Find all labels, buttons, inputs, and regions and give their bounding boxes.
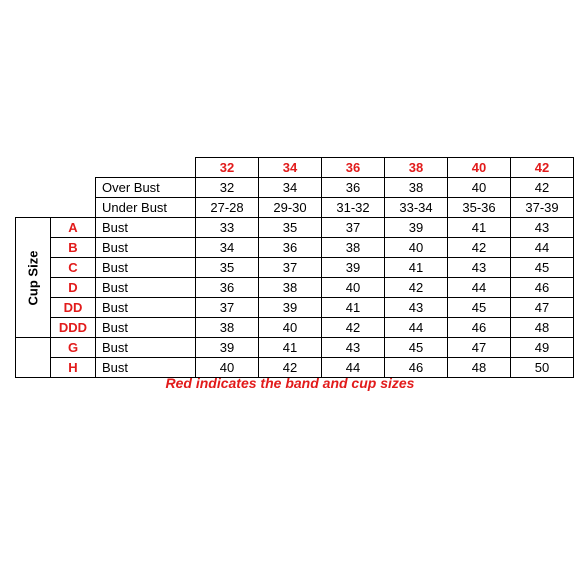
bust-label: Bust	[96, 338, 196, 358]
bust-value: 48	[448, 358, 511, 378]
bust-value: 39	[385, 218, 448, 238]
bust-value: 42	[259, 358, 322, 378]
bust-value: 41	[259, 338, 322, 358]
measurement-value: 42	[511, 178, 574, 198]
band-size-header: 38	[385, 158, 448, 178]
bust-value: 46	[385, 358, 448, 378]
cup-row	[16, 218, 574, 238]
cup-size-label: A	[51, 218, 96, 238]
bust-value: 35	[196, 258, 259, 278]
bust-label: Bust	[96, 358, 196, 378]
measurement-label: Under Bust	[96, 198, 196, 218]
measurement-value: 37-39	[511, 198, 574, 218]
measurement-value: 35-36	[448, 198, 511, 218]
bust-value: 43	[385, 298, 448, 318]
bust-value: 36	[196, 278, 259, 298]
bust-value: 44	[511, 238, 574, 258]
bust-value: 38	[196, 318, 259, 338]
bust-value: 41	[385, 258, 448, 278]
bust-value: 35	[259, 218, 322, 238]
cup-size-label: C	[51, 258, 96, 278]
cup-size-label: H	[51, 358, 96, 378]
band-size-header: 34	[259, 158, 322, 178]
bust-label: Bust	[96, 318, 196, 338]
bust-value: 40	[196, 358, 259, 378]
bust-label: Bust	[96, 298, 196, 318]
bust-value: 36	[259, 238, 322, 258]
bust-value: 50	[511, 358, 574, 378]
bust-value: 40	[385, 238, 448, 258]
band-size-header: 42	[511, 158, 574, 178]
cup-size-label: D	[51, 278, 96, 298]
bust-value: 38	[259, 278, 322, 298]
measurement-value: 40	[448, 178, 511, 198]
cup-size-side-cell-extension	[16, 338, 51, 378]
bust-value: 39	[196, 338, 259, 358]
bust-value: 46	[511, 278, 574, 298]
measurement-label: Over Bust	[96, 178, 196, 198]
bust-value: 34	[196, 238, 259, 258]
bust-value: 39	[322, 258, 385, 278]
bust-value: 41	[322, 298, 385, 318]
bust-value: 42	[448, 238, 511, 258]
bust-value: 44	[385, 318, 448, 338]
measurement-row	[16, 178, 574, 198]
bust-value: 43	[511, 218, 574, 238]
bust-value: 37	[196, 298, 259, 318]
cup-row	[16, 298, 574, 318]
legend-note: Red indicates the band and cup sizes	[165, 375, 415, 391]
measurement-value: 27-28	[196, 198, 259, 218]
cup-row	[16, 258, 574, 278]
measurement-value: 31-32	[322, 198, 385, 218]
bust-value: 43	[322, 338, 385, 358]
bust-value: 45	[511, 258, 574, 278]
bust-label: Bust	[96, 258, 196, 278]
header-spacer	[16, 158, 196, 178]
cup-size-label: G	[51, 338, 96, 358]
band-size-header-row	[16, 158, 574, 178]
bust-value: 49	[511, 338, 574, 358]
band-size-header: 36	[322, 158, 385, 178]
measurement-value: 33-34	[385, 198, 448, 218]
bust-value: 38	[322, 238, 385, 258]
bust-value: 39	[259, 298, 322, 318]
bust-value: 40	[259, 318, 322, 338]
bust-value: 42	[322, 318, 385, 338]
cup-size-side-cell	[16, 218, 51, 338]
cup-row	[16, 238, 574, 258]
measurement-value: 32	[196, 178, 259, 198]
cup-row	[16, 278, 574, 298]
band-size-header: 40	[448, 158, 511, 178]
bust-value: 44	[322, 358, 385, 378]
measurement-value: 36	[322, 178, 385, 198]
cup-size-side-label: Cup Size	[25, 250, 41, 305]
bust-label: Bust	[96, 278, 196, 298]
measurement-value: 38	[385, 178, 448, 198]
bust-value: 37	[259, 258, 322, 278]
row-spacer	[16, 198, 96, 218]
row-spacer	[16, 178, 96, 198]
cup-row	[16, 338, 574, 358]
bust-value: 44	[448, 278, 511, 298]
bust-label: Bust	[96, 238, 196, 258]
bust-value: 40	[322, 278, 385, 298]
cup-row	[16, 318, 574, 338]
bust-value: 46	[448, 318, 511, 338]
band-size-header: 32	[196, 158, 259, 178]
bust-value: 47	[511, 298, 574, 318]
bust-value: 37	[322, 218, 385, 238]
cup-size-label: B	[51, 238, 96, 258]
bust-value: 42	[385, 278, 448, 298]
bust-label: Bust	[96, 218, 196, 238]
bust-value: 47	[448, 338, 511, 358]
measurement-value: 34	[259, 178, 322, 198]
cup-size-label: DDD	[51, 318, 96, 338]
bust-value: 48	[511, 318, 574, 338]
bust-value: 41	[448, 218, 511, 238]
measurement-value: 29-30	[259, 198, 322, 218]
measurement-row	[16, 198, 574, 218]
bust-value: 45	[385, 338, 448, 358]
bust-value: 43	[448, 258, 511, 278]
size-chart-table	[15, 157, 574, 378]
cup-size-label: DD	[51, 298, 96, 318]
bust-value: 45	[448, 298, 511, 318]
bust-value: 33	[196, 218, 259, 238]
